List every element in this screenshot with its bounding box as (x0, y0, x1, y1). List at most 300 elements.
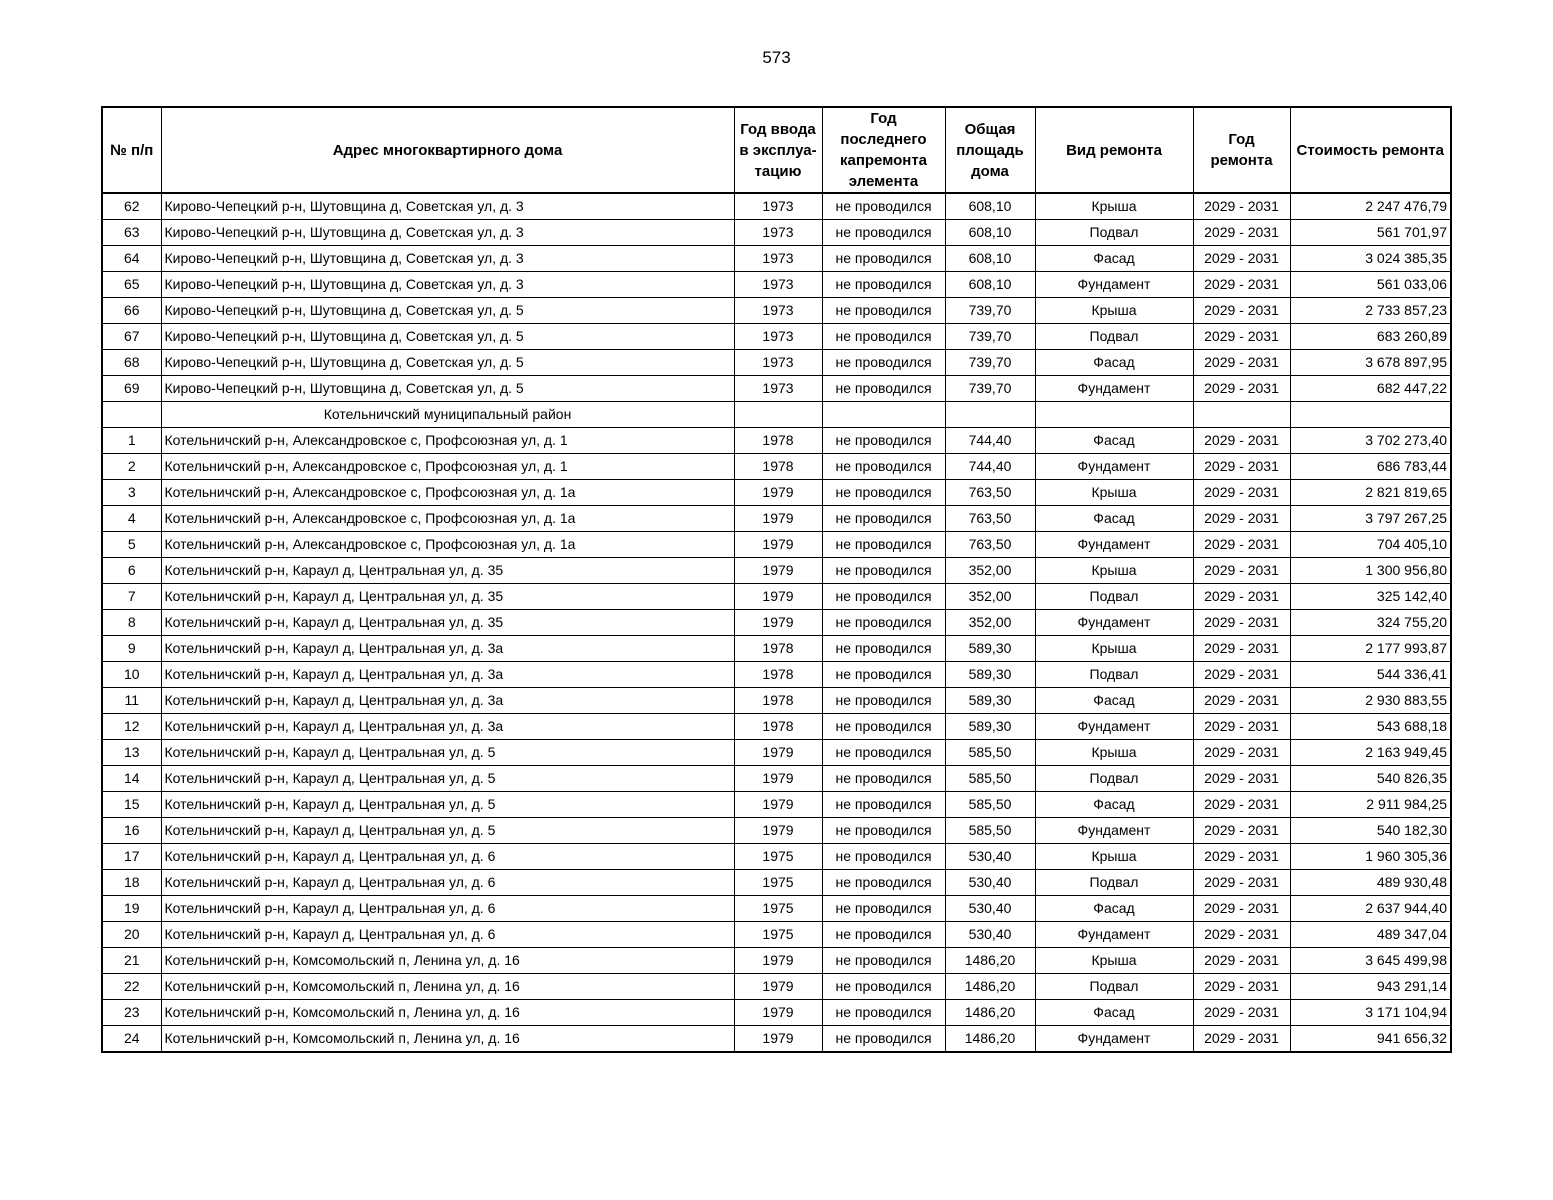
section-empty-cell (945, 402, 1035, 428)
area-cell: 530,40 (945, 870, 1035, 896)
year-built-cell: 1979 (734, 558, 822, 584)
header-address: Адрес многоквартирного дома (161, 107, 734, 193)
year-built-cell: 1975 (734, 844, 822, 870)
repair-period-cell: 2029 - 2031 (1193, 662, 1290, 688)
area-cell: 1486,20 (945, 1000, 1035, 1026)
repair-period-cell: 2029 - 2031 (1193, 324, 1290, 350)
address-cell: Котельничский р-н, Караул д, Центральная ул, д. 5 (161, 766, 734, 792)
area-cell: 589,30 (945, 636, 1035, 662)
repair-period-cell: 2029 - 2031 (1193, 688, 1290, 714)
repair-type-cell: Крыша (1035, 298, 1193, 324)
address-cell: Котельничский р-н, Александровское с, Профсоюзная ул, д. 1а (161, 532, 734, 558)
cost-cell: 1 960 305,36 (1290, 844, 1451, 870)
address-cell: Котельничский р-н, Караул д, Центральная ул, д. 5 (161, 740, 734, 766)
table-row (102, 428, 1451, 454)
cost-cell: 686 783,44 (1290, 454, 1451, 480)
table-row (102, 480, 1451, 506)
table-row (102, 584, 1451, 610)
header-repair-type: Вид ремонта (1035, 107, 1193, 193)
address-cell: Котельничский р-н, Караул д, Центральная ул, д. 5 (161, 818, 734, 844)
header-cost: Стоимость ремонта (1290, 107, 1451, 193)
year-built-cell: 1973 (734, 193, 822, 220)
repair-period-cell: 2029 - 2031 (1193, 350, 1290, 376)
row-number: 21 (102, 948, 161, 974)
section-title: Котельничский муниципальный район (161, 402, 734, 428)
year-built-cell: 1973 (734, 272, 822, 298)
table-header (102, 107, 1451, 193)
repair-period-cell: 2029 - 2031 (1193, 272, 1290, 298)
last-repair-cell: не проводился (822, 350, 945, 376)
repair-type-cell: Крыша (1035, 636, 1193, 662)
cost-cell: 682 447,22 (1290, 376, 1451, 402)
cost-cell: 941 656,32 (1290, 1026, 1451, 1053)
table-body (102, 193, 1451, 1052)
header-year-built: Год ввода в эксплуа-тацию (734, 107, 822, 193)
area-cell: 589,30 (945, 688, 1035, 714)
last-repair-cell: не проводился (822, 766, 945, 792)
last-repair-cell: не проводился (822, 376, 945, 402)
last-repair-cell: не проводился (822, 298, 945, 324)
repair-period-cell: 2029 - 2031 (1193, 532, 1290, 558)
row-number: 67 (102, 324, 161, 350)
repair-type-cell: Крыша (1035, 193, 1193, 220)
repair-type-cell: Фундамент (1035, 532, 1193, 558)
table-row (102, 714, 1451, 740)
table-row (102, 662, 1451, 688)
row-number: 8 (102, 610, 161, 636)
repair-period-cell: 2029 - 2031 (1193, 740, 1290, 766)
area-cell: 585,50 (945, 818, 1035, 844)
address-cell: Кирово-Чепецкий р-н, Шутовщина д, Советская ул, д. 3 (161, 193, 734, 220)
year-built-cell: 1979 (734, 792, 822, 818)
row-number: 1 (102, 428, 161, 454)
repair-type-cell: Крыша (1035, 558, 1193, 584)
table-row (102, 246, 1451, 272)
row-number: 14 (102, 766, 161, 792)
table-row (102, 766, 1451, 792)
cost-cell: 561 701,97 (1290, 220, 1451, 246)
area-cell: 585,50 (945, 740, 1035, 766)
cost-cell: 3 702 273,40 (1290, 428, 1451, 454)
area-cell: 739,70 (945, 376, 1035, 402)
address-cell: Котельничский р-н, Караул д, Центральная ул, д. 3а (161, 662, 734, 688)
row-number: 63 (102, 220, 161, 246)
address-cell: Котельничский р-н, Комсомольский п, Ленина ул, д. 16 (161, 948, 734, 974)
year-built-cell: 1978 (734, 636, 822, 662)
address-cell: Котельничский р-н, Караул д, Центральная ул, д. 35 (161, 584, 734, 610)
table-row (102, 740, 1451, 766)
cost-cell: 2 247 476,79 (1290, 193, 1451, 220)
year-built-cell: 1978 (734, 714, 822, 740)
row-number: 11 (102, 688, 161, 714)
repair-type-cell: Подвал (1035, 766, 1193, 792)
repair-schedule-table (101, 106, 1452, 1053)
last-repair-cell: не проводился (822, 558, 945, 584)
area-cell: 763,50 (945, 532, 1035, 558)
last-repair-cell: не проводился (822, 272, 945, 298)
row-number: 68 (102, 350, 161, 376)
repair-period-cell: 2029 - 2031 (1193, 636, 1290, 662)
repair-type-cell: Фасад (1035, 792, 1193, 818)
table-row (102, 506, 1451, 532)
year-built-cell: 1979 (734, 610, 822, 636)
table-row (102, 870, 1451, 896)
area-cell: 589,30 (945, 714, 1035, 740)
repair-period-cell: 2029 - 2031 (1193, 584, 1290, 610)
address-cell: Котельничский р-н, Комсомольский п, Ленина ул, д. 16 (161, 1000, 734, 1026)
row-number: 22 (102, 974, 161, 1000)
page-number: 573 (762, 48, 791, 67)
section-empty-cell (822, 402, 945, 428)
area-cell: 763,50 (945, 480, 1035, 506)
last-repair-cell: не проводился (822, 610, 945, 636)
year-built-cell: 1979 (734, 584, 822, 610)
repair-type-cell: Фундамент (1035, 1026, 1193, 1053)
area-cell: 608,10 (945, 220, 1035, 246)
repair-type-cell: Крыша (1035, 948, 1193, 974)
repair-type-cell: Подвал (1035, 584, 1193, 610)
repair-type-cell: Фасад (1035, 350, 1193, 376)
table-row (102, 636, 1451, 662)
area-cell: 739,70 (945, 298, 1035, 324)
year-built-cell: 1973 (734, 246, 822, 272)
cost-cell: 2 911 984,25 (1290, 792, 1451, 818)
header-last-repair: Год последнего капремонта элемента (822, 107, 945, 193)
table-row (102, 454, 1451, 480)
last-repair-cell: не проводился (822, 714, 945, 740)
last-repair-cell: не проводился (822, 1000, 945, 1026)
header-area: Общая площадь дома (945, 107, 1035, 193)
repair-period-cell: 2029 - 2031 (1193, 818, 1290, 844)
cost-cell: 325 142,40 (1290, 584, 1451, 610)
repair-period-cell: 2029 - 2031 (1193, 844, 1290, 870)
year-built-cell: 1979 (734, 1000, 822, 1026)
cost-cell: 2 177 993,87 (1290, 636, 1451, 662)
cost-cell: 2 637 944,40 (1290, 896, 1451, 922)
last-repair-cell: не проводился (822, 740, 945, 766)
repair-type-cell: Подвал (1035, 870, 1193, 896)
cost-cell: 543 688,18 (1290, 714, 1451, 740)
cost-cell: 1 300 956,80 (1290, 558, 1451, 584)
row-number: 62 (102, 193, 161, 220)
area-cell: 1486,20 (945, 974, 1035, 1000)
cost-cell: 2 733 857,23 (1290, 298, 1451, 324)
area-cell: 744,40 (945, 428, 1035, 454)
year-built-cell: 1973 (734, 376, 822, 402)
table-row (102, 1000, 1451, 1026)
repair-type-cell: Фундамент (1035, 272, 1193, 298)
row-number: 4 (102, 506, 161, 532)
repair-period-cell: 2029 - 2031 (1193, 974, 1290, 1000)
table-row (102, 948, 1451, 974)
area-cell: 608,10 (945, 246, 1035, 272)
repair-type-cell: Фундамент (1035, 714, 1193, 740)
cost-cell: 943 291,14 (1290, 974, 1451, 1000)
year-built-cell: 1973 (734, 350, 822, 376)
address-cell: Котельничский р-н, Караул д, Центральная ул, д. 35 (161, 558, 734, 584)
address-cell: Котельничский р-н, Александровское с, Профсоюзная ул, д. 1а (161, 480, 734, 506)
cost-cell: 540 182,30 (1290, 818, 1451, 844)
table-row (102, 922, 1451, 948)
year-built-cell: 1979 (734, 818, 822, 844)
repair-type-cell: Крыша (1035, 740, 1193, 766)
table-row (102, 792, 1451, 818)
last-repair-cell: не проводился (822, 792, 945, 818)
repair-period-cell: 2029 - 2031 (1193, 896, 1290, 922)
year-built-cell: 1979 (734, 532, 822, 558)
cost-cell: 683 260,89 (1290, 324, 1451, 350)
address-cell: Кирово-Чепецкий р-н, Шутовщина д, Советская ул, д. 5 (161, 324, 734, 350)
area-cell: 530,40 (945, 844, 1035, 870)
repair-period-cell: 2029 - 2031 (1193, 922, 1290, 948)
repair-type-cell: Крыша (1035, 480, 1193, 506)
cost-cell: 704 405,10 (1290, 532, 1451, 558)
address-cell: Кирово-Чепецкий р-н, Шутовщина д, Советская ул, д. 5 (161, 298, 734, 324)
year-built-cell: 1978 (734, 454, 822, 480)
last-repair-cell: не проводился (822, 506, 945, 532)
last-repair-cell: не проводился (822, 870, 945, 896)
cost-cell: 3 678 897,95 (1290, 350, 1451, 376)
row-number: 69 (102, 376, 161, 402)
table-row (102, 896, 1451, 922)
section-empty-cell (734, 402, 822, 428)
repair-type-cell: Фундамент (1035, 376, 1193, 402)
last-repair-cell: не проводился (822, 193, 945, 220)
row-number: 24 (102, 1026, 161, 1053)
last-repair-cell: не проводился (822, 948, 945, 974)
row-number: 2 (102, 454, 161, 480)
row-number: 20 (102, 922, 161, 948)
repair-type-cell: Фундамент (1035, 818, 1193, 844)
area-cell: 608,10 (945, 193, 1035, 220)
table-row (102, 298, 1451, 324)
address-cell: Кирово-Чепецкий р-н, Шутовщина д, Советская ул, д. 3 (161, 272, 734, 298)
cost-cell: 544 336,41 (1290, 662, 1451, 688)
area-cell: 763,50 (945, 506, 1035, 532)
repair-type-cell: Подвал (1035, 324, 1193, 350)
row-number: 13 (102, 740, 161, 766)
year-built-cell: 1978 (734, 662, 822, 688)
section-empty-cell (102, 402, 161, 428)
repair-period-cell: 2029 - 2031 (1193, 428, 1290, 454)
repair-period-cell: 2029 - 2031 (1193, 480, 1290, 506)
table-row (102, 532, 1451, 558)
table-row (102, 818, 1451, 844)
year-built-cell: 1973 (734, 220, 822, 246)
repair-type-cell: Подвал (1035, 220, 1193, 246)
year-built-cell: 1979 (734, 766, 822, 792)
repair-type-cell: Подвал (1035, 662, 1193, 688)
cost-cell: 3 645 499,98 (1290, 948, 1451, 974)
area-cell: 352,00 (945, 584, 1035, 610)
year-built-cell: 1978 (734, 428, 822, 454)
area-cell: 744,40 (945, 454, 1035, 480)
row-number: 7 (102, 584, 161, 610)
year-built-cell: 1975 (734, 896, 822, 922)
area-cell: 585,50 (945, 792, 1035, 818)
row-number: 15 (102, 792, 161, 818)
year-built-cell: 1975 (734, 922, 822, 948)
last-repair-cell: не проводился (822, 480, 945, 506)
last-repair-cell: не проводился (822, 246, 945, 272)
area-cell: 739,70 (945, 324, 1035, 350)
area-cell: 585,50 (945, 766, 1035, 792)
row-number: 23 (102, 1000, 161, 1026)
address-cell: Кирово-Чепецкий р-н, Шутовщина д, Советская ул, д. 5 (161, 350, 734, 376)
table-row (102, 376, 1451, 402)
year-built-cell: 1979 (734, 506, 822, 532)
repair-period-cell: 2029 - 2031 (1193, 506, 1290, 532)
table-row (102, 1026, 1451, 1053)
area-cell: 739,70 (945, 350, 1035, 376)
last-repair-cell: не проводился (822, 818, 945, 844)
address-cell: Кирово-Чепецкий р-н, Шутовщина д, Советская ул, д. 3 (161, 246, 734, 272)
year-built-cell: 1973 (734, 324, 822, 350)
row-number: 3 (102, 480, 161, 506)
area-cell: 608,10 (945, 272, 1035, 298)
row-number: 64 (102, 246, 161, 272)
cost-cell: 2 163 949,45 (1290, 740, 1451, 766)
header-repair-period: Год ремонта (1193, 107, 1290, 193)
address-cell: Котельничский р-н, Караул д, Центральная ул, д. 6 (161, 844, 734, 870)
repair-type-cell: Фасад (1035, 428, 1193, 454)
table-row (102, 193, 1451, 220)
last-repair-cell: не проводился (822, 896, 945, 922)
address-cell: Котельничский р-н, Караул д, Центральная ул, д. 5 (161, 792, 734, 818)
section-empty-cell (1035, 402, 1193, 428)
repair-type-cell: Фасад (1035, 688, 1193, 714)
table-row (102, 610, 1451, 636)
table-row (102, 974, 1451, 1000)
area-cell: 1486,20 (945, 948, 1035, 974)
repair-period-cell: 2029 - 2031 (1193, 454, 1290, 480)
repair-period-cell: 2029 - 2031 (1193, 220, 1290, 246)
section-empty-cell (1290, 402, 1451, 428)
cost-cell: 561 033,06 (1290, 272, 1451, 298)
header-num: № п/п (102, 107, 161, 193)
last-repair-cell: не проводился (822, 584, 945, 610)
section-empty-cell (1193, 402, 1290, 428)
header-row (102, 107, 1451, 193)
area-cell: 589,30 (945, 662, 1035, 688)
cost-cell: 2 930 883,55 (1290, 688, 1451, 714)
address-cell: Котельничский р-н, Александровское с, Профсоюзная ул, д. 1 (161, 428, 734, 454)
area-cell: 530,40 (945, 896, 1035, 922)
cost-cell: 2 821 819,65 (1290, 480, 1451, 506)
last-repair-cell: не проводился (822, 636, 945, 662)
row-number: 5 (102, 532, 161, 558)
repair-type-cell: Фасад (1035, 1000, 1193, 1026)
repair-period-cell: 2029 - 2031 (1193, 766, 1290, 792)
table-row (102, 844, 1451, 870)
address-cell: Котельничский р-н, Александровское с, Профсоюзная ул, д. 1а (161, 506, 734, 532)
year-built-cell: 1979 (734, 480, 822, 506)
row-number: 10 (102, 662, 161, 688)
last-repair-cell: не проводился (822, 844, 945, 870)
repair-period-cell: 2029 - 2031 (1193, 558, 1290, 584)
section-row (102, 402, 1451, 428)
repair-period-cell: 2029 - 2031 (1193, 1000, 1290, 1026)
last-repair-cell: не проводился (822, 454, 945, 480)
repair-type-cell: Фасад (1035, 896, 1193, 922)
area-cell: 352,00 (945, 610, 1035, 636)
cost-cell: 489 347,04 (1290, 922, 1451, 948)
last-repair-cell: не проводился (822, 428, 945, 454)
address-cell: Котельничский р-н, Караул д, Центральная ул, д. 6 (161, 870, 734, 896)
year-built-cell: 1979 (734, 1026, 822, 1053)
address-cell: Котельничский р-н, Караул д, Центральная ул, д. 6 (161, 922, 734, 948)
row-number: 6 (102, 558, 161, 584)
row-number: 17 (102, 844, 161, 870)
last-repair-cell: не проводился (822, 220, 945, 246)
table-row (102, 272, 1451, 298)
year-built-cell: 1979 (734, 974, 822, 1000)
repair-type-cell: Фасад (1035, 246, 1193, 272)
repair-period-cell: 2029 - 2031 (1193, 948, 1290, 974)
area-cell: 352,00 (945, 558, 1035, 584)
repair-period-cell: 2029 - 2031 (1193, 870, 1290, 896)
table-row (102, 688, 1451, 714)
row-number: 65 (102, 272, 161, 298)
address-cell: Котельничский р-н, Караул д, Центральная ул, д. 6 (161, 896, 734, 922)
repair-period-cell: 2029 - 2031 (1193, 193, 1290, 220)
year-built-cell: 1973 (734, 298, 822, 324)
row-number: 19 (102, 896, 161, 922)
year-built-cell: 1979 (734, 948, 822, 974)
repair-period-cell: 2029 - 2031 (1193, 246, 1290, 272)
last-repair-cell: не проводился (822, 532, 945, 558)
repair-period-cell: 2029 - 2031 (1193, 298, 1290, 324)
address-cell: Котельничский р-н, Комсомольский п, Ленина ул, д. 16 (161, 974, 734, 1000)
row-number: 18 (102, 870, 161, 896)
cost-cell: 3 024 385,35 (1290, 246, 1451, 272)
last-repair-cell: не проводился (822, 1026, 945, 1053)
address-cell: Котельничский р-н, Караул д, Центральная ул, д. 3а (161, 688, 734, 714)
repair-type-cell: Фасад (1035, 506, 1193, 532)
last-repair-cell: не проводился (822, 662, 945, 688)
repair-type-cell: Фундамент (1035, 610, 1193, 636)
cost-cell: 324 755,20 (1290, 610, 1451, 636)
repair-period-cell: 2029 - 2031 (1193, 714, 1290, 740)
row-number: 16 (102, 818, 161, 844)
table-row (102, 350, 1451, 376)
repair-period-cell: 2029 - 2031 (1193, 1026, 1290, 1053)
row-number: 12 (102, 714, 161, 740)
repair-type-cell: Фундамент (1035, 454, 1193, 480)
address-cell: Котельничский р-н, Караул д, Центральная ул, д. 3а (161, 636, 734, 662)
address-cell: Котельничский р-н, Караул д, Центральная ул, д. 3а (161, 714, 734, 740)
area-cell: 1486,20 (945, 1026, 1035, 1053)
year-built-cell: 1978 (734, 688, 822, 714)
table-row (102, 220, 1451, 246)
repair-period-cell: 2029 - 2031 (1193, 376, 1290, 402)
repair-period-cell: 2029 - 2031 (1193, 610, 1290, 636)
table-row (102, 324, 1451, 350)
cost-cell: 540 826,35 (1290, 766, 1451, 792)
address-cell: Кирово-Чепецкий р-н, Шутовщина д, Советская ул, д. 5 (161, 376, 734, 402)
cost-cell: 3 797 267,25 (1290, 506, 1451, 532)
last-repair-cell: не проводился (822, 922, 945, 948)
area-cell: 530,40 (945, 922, 1035, 948)
address-cell: Котельничский р-н, Александровское с, Профсоюзная ул, д. 1 (161, 454, 734, 480)
row-number: 9 (102, 636, 161, 662)
cost-cell: 3 171 104,94 (1290, 1000, 1451, 1026)
address-cell: Котельничский р-н, Комсомольский п, Ленина ул, д. 16 (161, 1026, 734, 1053)
repair-type-cell: Крыша (1035, 844, 1193, 870)
row-number: 66 (102, 298, 161, 324)
last-repair-cell: не проводился (822, 688, 945, 714)
year-built-cell: 1979 (734, 740, 822, 766)
